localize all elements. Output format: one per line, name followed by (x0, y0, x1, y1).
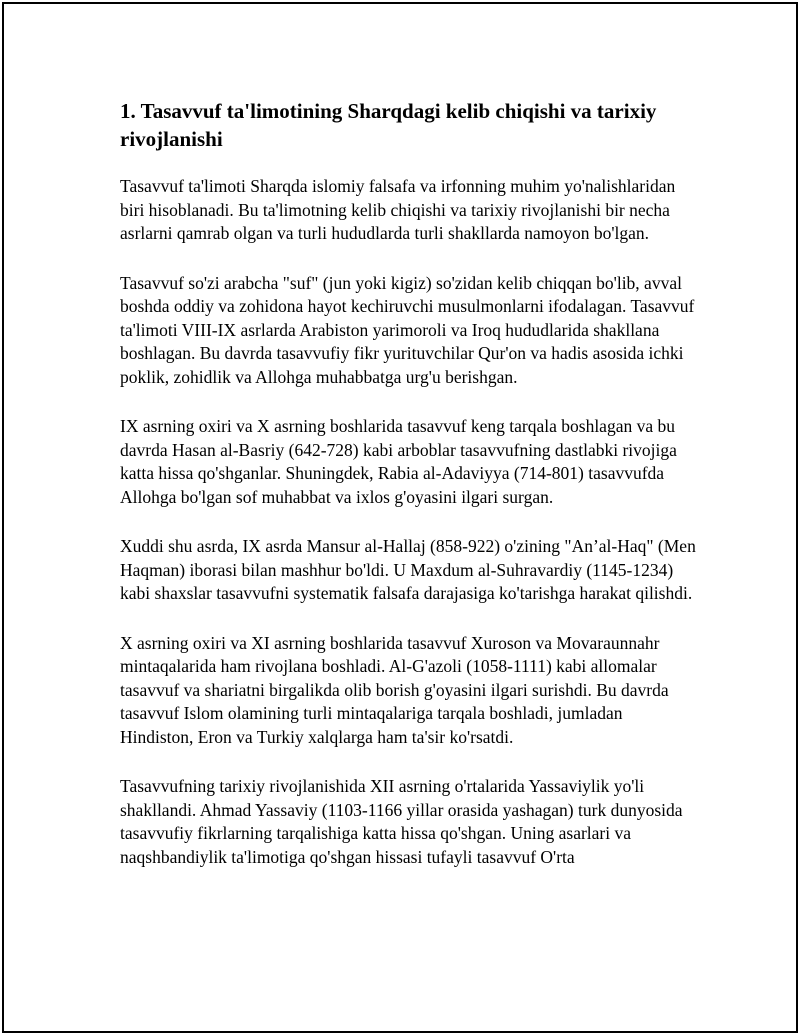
paragraph: Tasavvufning tarixiy rivojlanishida XII asrning o'rtalarida Yassaviylik yo'li shakllandi. Ahmad Yassaviy (1103-1166 yillar orasida yashagan) turk dunyosida tasavvufiy fikrlarning tarqalishiga katta hissa qo'shgan. Uning asarlari va naqshbandiylik ta'limotiga qo'shgan hissasi tufayli tasavvuf O'rta (120, 776, 683, 867)
document-page (2, 2, 798, 1033)
paragraph: Tasavvuf ta'limoti Sharqda islomiy falsafa va irfonning muhim yo'nalishlaridan biri hisoblanadi. Bu ta'limotning kelib chiqishi va tarixiy rivojlanishi bir necha asrlarni qamrab olgan va turli hududlarda turli shakllarda namoyon bo'lgan. (120, 176, 676, 243)
paragraph: Xuddi shu asrda, IX asrda Mansur al-Hallaj (858-922) o'zining "An’al-Haq" (Men Haqman) iborasi bilan mashhur bo'ldi. U Maxdum al-Suhravardiy (1145-1234) kabi shaxslar tasavvufni systematik falsafa darajasiga ko'tarishga harakat qilishdi. (120, 536, 696, 603)
paragraph: IX asrning oxiri va X asrning boshlarida tasavvuf keng tarqala boshlagan va bu davrda Hasan al-Basriy (642-728) kabi arboblar tasavvufning dastlabki rivojiga katta hissa qo'shganlar. Shuningdek, Rabia al-Adaviyya (714-801) tasavvufda Allohga bo'lgan sof muhabbat va ixlos g'oyasini ilgari surgan. (120, 416, 677, 507)
section-heading: 1. Tasavvuf ta'limotining Sharqdagi kelib chiqishi va tarixiy rivojlanishi (120, 99, 657, 151)
paragraph: Tasavvuf so'zi arabcha "suf" (jun yoki kigiz) so'zidan kelib chiqqan bo'lib, avval boshda oddiy va zohidona hayot kechiruvchi musulmonlarni ifodalagan. Tasavvuf ta'limoti VIII-IX asrlarda Arabiston yarimoroli va Iroq hududlarida shakllana boshlagan. Bu davrda tasavvufiy fikr yurituvchilar Qur'on va hadis asosida ichki poklik, zohidlik va Allohga muhabbatga urg'u berishgan. (120, 272, 695, 387)
document-content (120, 97, 700, 895)
paragraph: X asrning oxiri va XI asrning boshlarida tasavvuf Xuroson va Movaraunnahr mintaqalarida ham rivojlana boshladi. Al-G'azoli (1058-1111) kabi allomalar tasavvuf va shariatni birgalikda olib borish g'oyasini ilgari surishdi. Bu davrda tasavvuf Islom olamining turli mintaqalariga tarqala boshladi, jumladan Hindiston, Eron va Turkiy xalqlarga ham ta'sir ko'rsatdi. (120, 632, 669, 747)
